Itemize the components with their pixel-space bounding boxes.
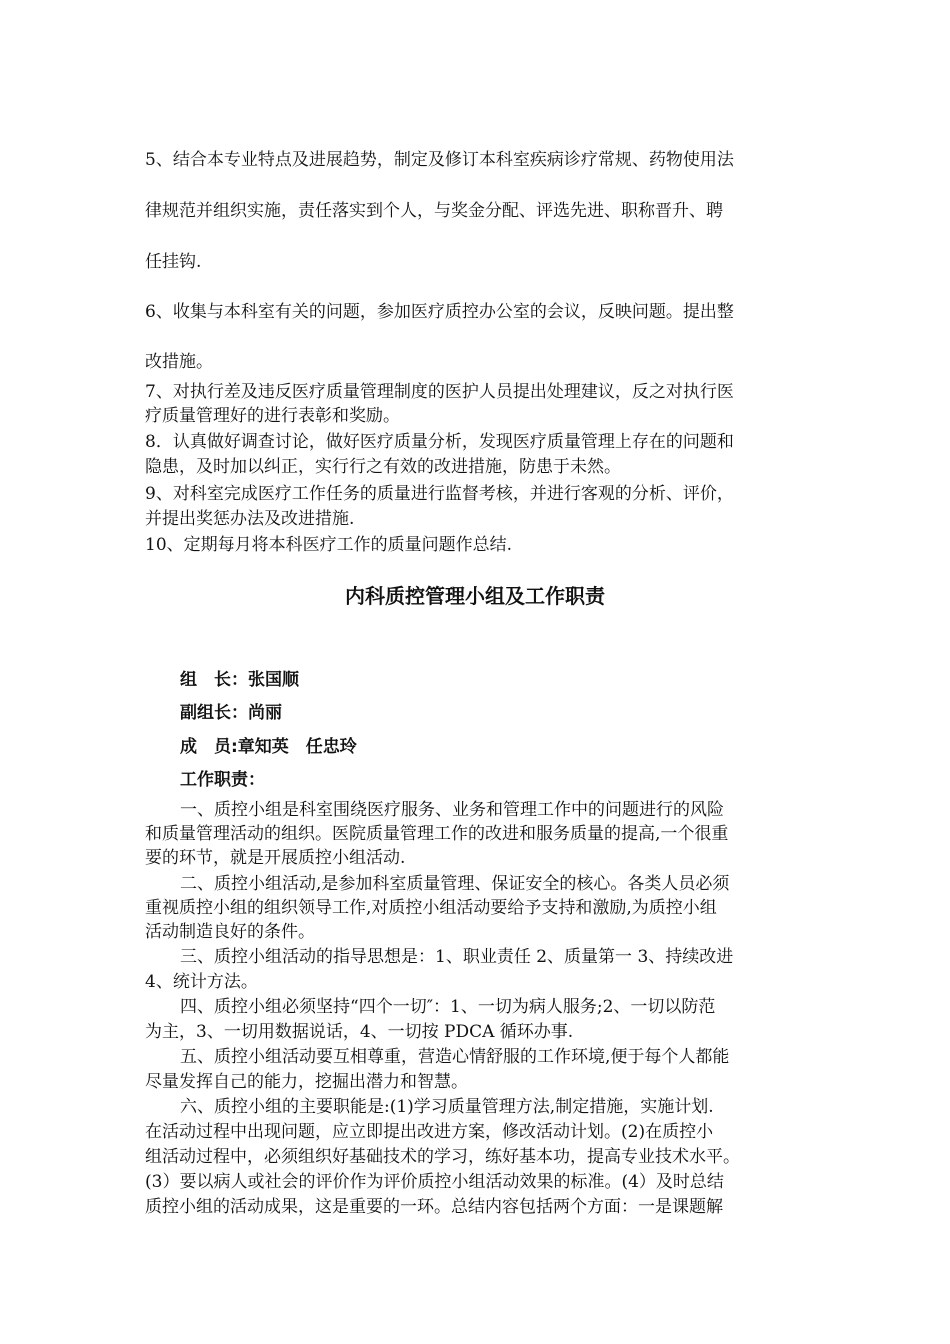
- paragraph-line: 和质量管理活动的组织。医院质量管理工作的改进和服务质量的提高,一个很重: [145, 824, 729, 844]
- paragraph-line: 6、收集与本科室有关的问题，参加医疗质控办公室的会议，反映问题。提出整: [145, 302, 734, 322]
- paragraph-line: 六、质控小组的主要职能是:(1)学习质量管理方法,制定措施，实施计划.: [180, 1097, 714, 1117]
- paragraph-line: 律规范并组织实施，责任落实到个人，与奖金分配、评选先进、职称晋升、聘: [145, 201, 723, 221]
- paragraph-line: 9、对科室完成医疗工作任务的质量进行监督考核，并进行客观的分析、评价，: [145, 484, 734, 504]
- paragraph-line: 7、对执行差及违反医疗质量管理制度的医护人员提出处理建议，反之对执行医: [145, 382, 734, 402]
- paragraph-line: 组活动过程中，必须组织好基础技术的学习，练好基本功，提高专业技术水平。: [145, 1147, 740, 1167]
- paragraph-line: 三、质控小组活动的指导思想是：1、职业责任 2、质量第一 3、持续改进: [180, 947, 734, 967]
- paragraph-line: 8．认真做好调查讨论，做好医疗质量分析，发现医疗质量管理上存在的问题和: [145, 432, 734, 452]
- leader-line: 组 长：张国顺: [180, 670, 299, 690]
- paragraph-line: 疗质量管理好的进行表彰和奖励。: [145, 406, 400, 426]
- section-title: 内科质控管理小组及工作职责: [345, 584, 605, 608]
- paragraph-line: 活动制造良好的条件。: [145, 922, 315, 942]
- paragraph-line: 改措施。: [145, 352, 213, 372]
- paragraph-line: 任挂钩.: [145, 252, 202, 272]
- paragraph-line: 在活动过程中出现问题，应立即提出改进方案，修改活动计划。(2)在质控小: [145, 1122, 714, 1142]
- paragraph-line: 一、质控小组是科室围绕医疗服务、业务和管理工作中的问题进行的风险: [180, 800, 724, 820]
- paragraph-line: 质控小组的活动成果，这是重要的一环。总结内容包括两个方面：一是课题解: [145, 1197, 723, 1217]
- paragraph-line: (3）要以病人或社会的评价作为评价质控小组活动效果的标准。(4）及时总结: [145, 1172, 724, 1192]
- paragraph-line: 五、质控小组活动要互相尊重，营造心情舒服的工作环境,便于每个人都能: [180, 1047, 730, 1067]
- paragraph-line: 10、定期每月将本科医疗工作的质量问题作总结.: [145, 535, 513, 555]
- paragraph-line: 为主，3、一切用数据说话，4、一切按 PDCA 循环办事.: [145, 1022, 574, 1042]
- paragraph-line: 尽量发挥自己的能力，挖掘出潜力和智慧。: [145, 1072, 468, 1092]
- paragraph-line: 二、质控小组活动,是参加科室质量管理、保证安全的核心。各类人员必须: [180, 874, 730, 894]
- paragraph-line: 四、质控小组必须坚持“四个一切″：1、一切为病人服务;2、一切以防范: [180, 997, 716, 1017]
- paragraph-line: 4、统计方法。: [145, 972, 258, 992]
- paragraph-line: 5、结合本专业特点及进展趋势，制定及修订本科室疾病诊疗常规、药物使用法: [145, 150, 734, 170]
- deputy-leader-line: 副组长：尚丽: [180, 703, 282, 723]
- duties-heading: 工作职责：: [180, 770, 265, 790]
- paragraph-line: 要的环节，就是开展质控小组活动.: [145, 848, 406, 868]
- paragraph-line: 并提出奖惩办法及改进措施.: [145, 509, 355, 529]
- paragraph-line: 隐患，及时加以纠正，实行行之有效的改进措施，防患于未然。: [145, 457, 621, 477]
- paragraph-line: 重视质控小组的组织领导工作,对质控小组活动要给予支持和激励,为质控小组: [145, 898, 717, 918]
- members-line: 成 员:章知英 任忠玲: [180, 737, 357, 757]
